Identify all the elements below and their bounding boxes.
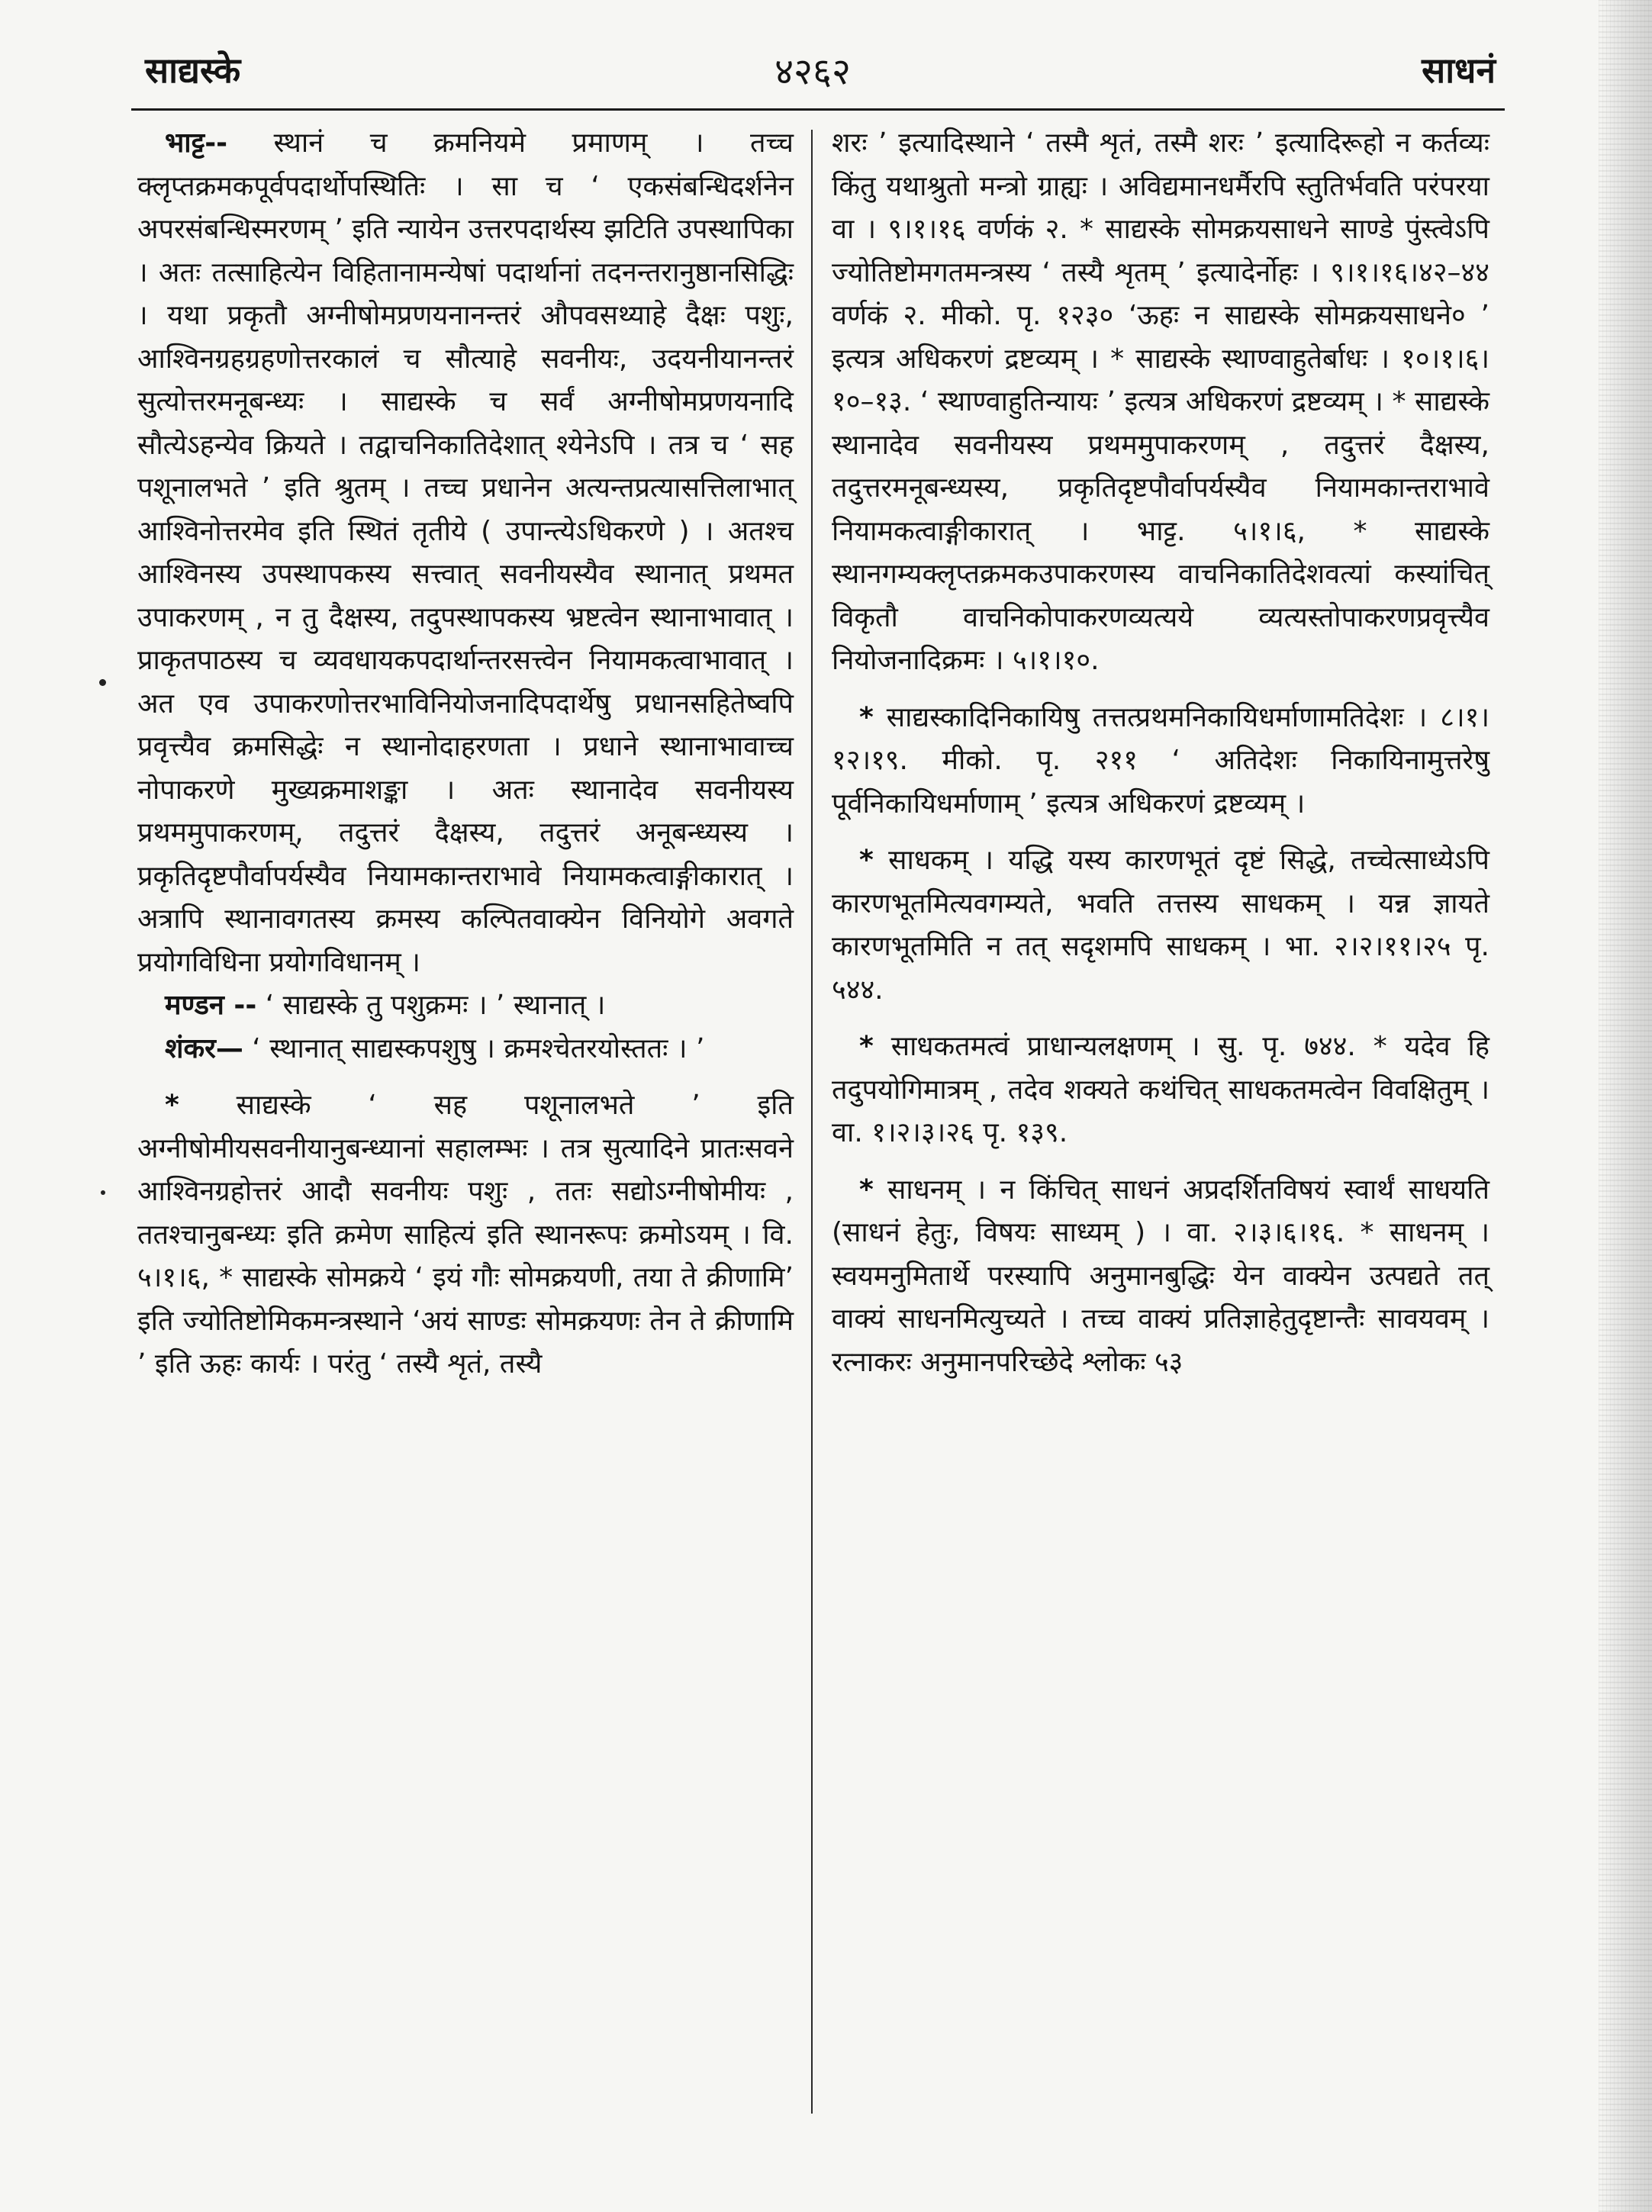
paragraph-sadhanam [832, 1169, 1489, 1385]
paragraph-text: शरः ’ इत्यादिस्थाने ‘ तस्मै शृतं, तस्मै शरः ’ इत्यादिरूहो न कर्तव्यः किंतु यथाश्रुतो मन्त्रो ग्राह्यः । अविद्यमानधर्मैरपि स्तुतिर्भवति परंपरया वा । ९।१।१६ वर्णकं २. * साद्यस्के सोमक्रयसाधने साण्डे पुंस्त्वेऽपि ज्योतिष्टोमगतमन्त्रस्य ‘ तस्यै शृतम् ’ इत्यादेर्नोहः । ९।१।१६।४२–४४ वर्णकं २. मीको. पृ. १२३० ‘ऊहः न साद्यस्के सोमक्रयसाधने० ’ इत्यत्र अधिकरणं द्रष्टव्यम् । * साद्यस्के स्थाण्वाहुतेर्बाधः । १०।१।६। १०–१३. ‘ स्थाण्वाहुतिन्यायः ’ इत्यत्र अधिकरणं द्रष्टव्यम् । * साद्यस्के स्थानादेव सवनीयस्य प्रथममुपाकरणम् , तदुत्तरं दैक्षस्य, तदुत्तरमनूबन्ध्यस्य, प्रकृतिदृष्टपौर्वापर्यस्यैव नियामकान्तराभावे नियामकत्वाङ्गीकारात् । भाट्ट. ५।१।६, * साद्यस्के स्थानगम्यक्लृप्तक्रमकउपाकरणस्य वाचनिकातिदेशवत्यां कस्यांचित् विकृतौ वाचनिकोपाकरणव्यत्यये व्यत्यस्तोपाकरणप्रवृत्त्यैव नियोजनादिक्रमः । ५।१।१०. [832, 127, 1489, 676]
paragraph-text: साधकम् । यद्धि यस्य कारणभूतं दृष्टं सिद्धे, तच्चेत्साध्येऽपि कारणभूतमित्यवगम्यते, भवति तत्तस्य साधकम् । यन्न ज्ञायते कारणभूतमिति न तत् सदृशमपि साधकम् । भा. २।२।११।२५ पृ. ५४४. [832, 845, 1489, 1006]
paragraph-bhatta [137, 122, 794, 984]
right-column [832, 122, 1489, 1384]
paragraph-lead: शंकर— [165, 1032, 243, 1064]
paragraph-sadhakam [832, 839, 1489, 1012]
entry-marker: * [859, 845, 874, 876]
paragraph-text: साद्यस्कादिनिकायिषु तत्तत्प्रथमनिकायिधर्माणामतिदेशः । ८।१।१२।१९. मीको. पृ. २११ ‘ अतिदेशः निकायिनामुत्तरेषु पूर्वनिकायिधर्माणाम् ’ इत्यत्र अधिकरणं द्रष्टव्यम् । [832, 701, 1489, 819]
paragraph-lead: मण्डन -- [165, 990, 257, 1021]
paragraph-mandana [137, 984, 794, 1028]
entry-marker: * [859, 1031, 874, 1062]
entry-marker: * [859, 701, 874, 733]
header-left-word: साद्यस्के [145, 50, 241, 91]
header-rule [131, 108, 1505, 111]
paragraph-lead: भाट्ट-- [165, 127, 228, 159]
ink-speck [101, 1190, 105, 1195]
ink-speck [99, 679, 106, 686]
paragraph-nikayi [832, 697, 1489, 826]
paragraph-text: स्थानं च क्रमनियमे प्रमाणम् । तच्च क्लृप्तक्रमकपूर्वपदार्थोपस्थितिः । सा च ‘ एकसंबन्धिदर्शनेन अपरसंबन्धिस्मरणम् ’ इति न्यायेन उत्तरपदार्थस्य झटिति उपस्थापिका । अतः तत्साहित्येन विहितानामन्येषां पदार्थानां तदनन्तरानुष्ठानसिद्धिः । यथा प्रकृतौ अग्नीषोमप्रणयनानन्तरं औपवसथ्याहे दैक्षः पशुः, आश्विनग्रहग्रहणोत्तरकालं च सौत्याहे सवनीयः, उदयनीयानन्तरं सुत्योत्तरमनूबन्ध्यः । साद्यस्के च सर्वं अग्नीषोमप्रणयनादि सौत्येऽहन्येव क्रियते । तद्वाचनिकातिदेशात् श्येनेऽपि । तत्र च ‘ सह पशूनालभते ’ इति श्रुतम् । तच्च प्रधानेन अत्यन्तप्रत्यासत्तिलाभात् आश्विनोत्तरमेव इति स्थितं तृतीये ( उपान्त्येऽधिकरणे ) । अतश्च आश्विनस्य उपस्थापकस्य सत्त्वात् सवनीयस्यैव स्थानात् प्रथमत उपाकरणम् , न तु दैक्षस्य, तदुपस्थापकस्य भ्रष्टत्वेन स्थानाभावात् । प्राकृतपाठस्य च व्यवधायकपदार्थान्तरसत्त्वेन नियामकत्वाभावात् । अत एव उपाकरणोत्तरभाविनियोजनादिपदार्थेषु प्रधानसहितेष्वपि प्रवृत्त्यैव क्रमसिद्धेः न स्थानोदाहरणता । प्रधाने स्थानाभावाच्च नोपाकरणे मुख्यक्रमाशङ्का । अतः स्थानादेव सवनीयस्य प्रथममुपाकरणम्, तदुत्तरं दैक्षस्य, तदुत्तरं अनूबन्ध्यस्य । प्रकृतिदृष्टपौर्वापर्यस्यैव नियामकान्तराभावे नियामकत्वाङ्गीकारात् । अत्रापि स्थानावगतस्य क्रमस्य कल्पितवाक्येन विनियोगे अवगते प्रयोगविधिना प्रयोगविधानम् । [137, 127, 794, 978]
entry-marker: * [859, 1174, 874, 1206]
paragraph-text: साधकतमत्वं प्राधान्यलक्षणम् । सु. पृ. ७४४. * यदेव हि तदुपयोगिमात्रम् , तदेव शक्यते कथंचित् साधकतमत्वेन विवक्षितुम् । वा. १।२।३।२६ पृ. १३९. [832, 1031, 1489, 1148]
paragraph-text: साधनम् । न किंचित् साधनं अप्रदर्शितविषयं स्वार्थं साधयति (साधनं हेतुः, विषयः साध्यम् ) । वा. २।३।६।१६. * साधनम् । स्वयमनुमितार्थे परस्यापि अनुमानबुद्धिः येन वाक्येन उत्पद्यते तत् वाक्यं साधनमित्युच्यते । तच्च वाक्यं प्रतिज्ञाहेतुदृष्टान्तैः सावयवम् । रत्नाकरः अनुमानपरिच्छेदे श्लोकः ५३ [832, 1174, 1489, 1378]
page-header [130, 31, 1496, 99]
entry-marker: * [165, 1090, 179, 1121]
left-column [137, 122, 794, 1386]
paragraph-sadyaske [137, 1084, 794, 1386]
column-divider [811, 130, 813, 2114]
page-number: ४२६२ [774, 50, 851, 93]
page-edge-shadow [1599, 0, 1652, 2212]
paragraph-text: साद्यस्के ‘ सह पशूनालभते ’ इति अग्नीषोमीयसवनीयानुबन्ध्यानां सहालम्भः । तत्र सुत्यादिने प्रातःसवने आश्विनग्रहोत्तरं आदौ सवनीयः पशुः , ततः सद्योऽग्नीषोमीयः , ततश्चानुबन्ध्यः इति क्रमेण साहित्यं इति स्थानरूपः क्रमोऽयम् । वि. ५।१।६, * साद्यस्के सोमक्रये ‘ इयं गौः सोमक्रयणी, तया ते क्रीणामि’ इति ज्योतिष्टोमिकमन्त्रस्थाने ‘अयं साण्डः सोमक्रयणः तेन ते क्रीणामि ’ इति ऊहः कार्यः । परंतु ‘ तस्यै शृतं, तस्यै [137, 1090, 794, 1380]
paragraph-shankara [137, 1028, 794, 1071]
paragraph-text: ‘ स्थानात् साद्यस्कपशुषु । क्रमश्चेतरयोस्ततः । ’ [243, 1032, 705, 1064]
paragraph-sadhakatama [832, 1026, 1489, 1155]
header-right-word: साधनं [1422, 50, 1496, 91]
paragraph-text: ‘ साद्यस्के तु पशुक्रमः । ’ स्थानात् । [256, 990, 606, 1021]
paragraph-continuation [832, 122, 1489, 683]
